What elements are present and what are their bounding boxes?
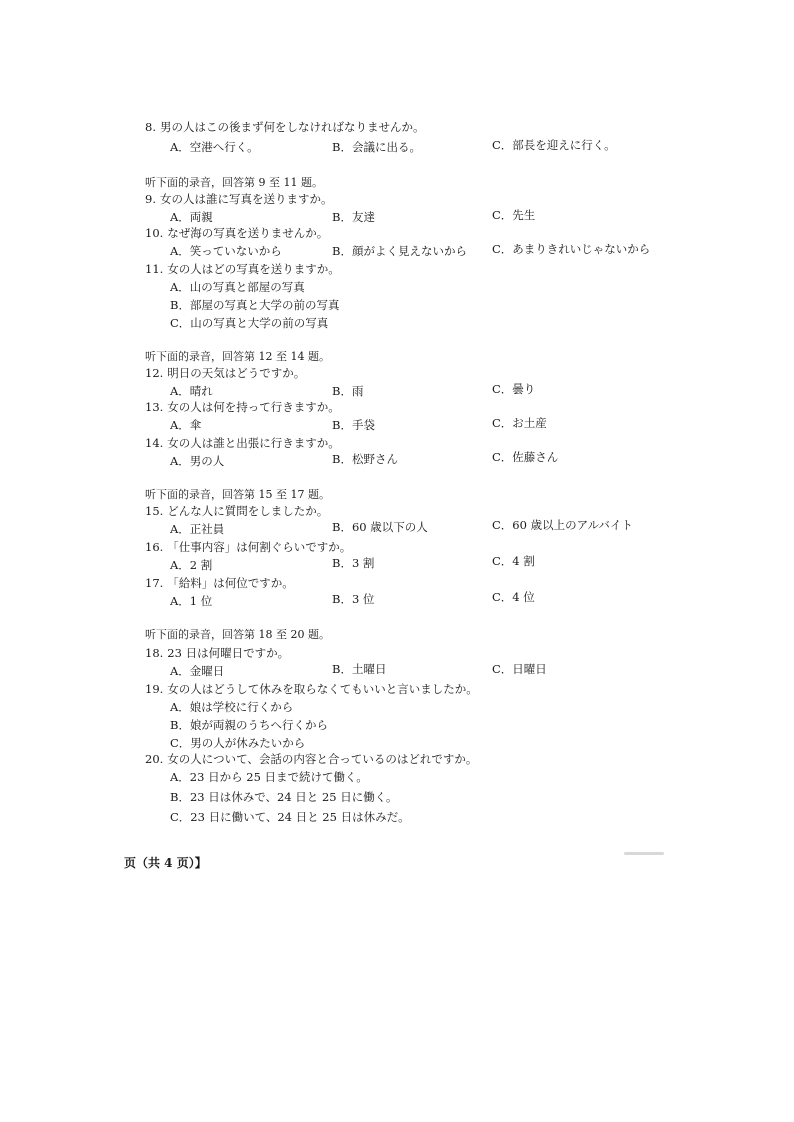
- question-13: [145, 400, 340, 414]
- question-16: [145, 540, 351, 554]
- question-text: どんな人に質問をしましたか。: [167, 504, 329, 518]
- option-c: C．先生: [492, 208, 536, 222]
- question-number: 11.: [145, 262, 164, 276]
- question-20: [145, 752, 477, 766]
- question-15: [145, 504, 328, 518]
- option-a: A．金曜日: [170, 664, 225, 678]
- question-10: [145, 226, 328, 240]
- option-c: C．23 日に働いて、24 日と 25 日は休みだ。: [170, 810, 410, 824]
- question-text: 女の人はどの写真を送りますか。: [167, 262, 340, 276]
- option-a: A．晴れ: [170, 384, 213, 398]
- option-b: B．顔がよく見えないから: [332, 244, 467, 258]
- question-text: 「仕事内容」は何割ぐらいですか。: [167, 540, 352, 554]
- section-heading: 听下面的录音，回答第 12 至 14 题。: [145, 350, 330, 363]
- question-number: 8.: [145, 120, 156, 134]
- section-heading: 听下面的录音，回答第 18 至 20 题。: [145, 628, 330, 641]
- question-12: [145, 366, 305, 380]
- option-b: B．土曜日: [332, 662, 387, 676]
- option-a: A．空港へ行く。: [170, 140, 259, 154]
- option-b: B．部屋の写真と大学の前の写真: [170, 298, 340, 312]
- question-8: [145, 120, 424, 134]
- question-number: 9.: [145, 192, 156, 206]
- question-18: [145, 646, 289, 660]
- question-number: 18.: [145, 646, 164, 660]
- option-b: B．23 日は休みで、24 日と 25 日に働く。: [170, 790, 398, 804]
- option-a: A．両親: [170, 210, 213, 224]
- option-a: A．正社員: [170, 522, 225, 536]
- option-c: C．日曜日: [492, 662, 547, 676]
- question-19: [145, 682, 478, 696]
- option-c: C．60 歳以上のアルバイト: [492, 518, 633, 532]
- option-c: C．男の人が休みたいから: [170, 736, 306, 750]
- option-a: A．2 割: [170, 558, 213, 572]
- option-a: A．1 位: [170, 594, 213, 608]
- section-heading: 听下面的录音，回答第 15 至 17 题。: [145, 488, 330, 501]
- question-number: 14.: [145, 436, 164, 450]
- option-a: A．23 日から 25 日まで続けて働く。: [170, 770, 368, 784]
- question-14: [145, 436, 340, 450]
- question-11: [145, 262, 340, 276]
- question-number: 20.: [145, 752, 164, 766]
- option-a: A．傘: [170, 418, 202, 432]
- option-a: A．山の写真と部屋の写真: [170, 280, 305, 294]
- question-text: 女の人は誰に写真を送りますか。: [159, 192, 333, 206]
- question-text: なぜ海の写真を送りませんか。: [167, 226, 329, 240]
- option-b: B．雨: [332, 384, 364, 398]
- option-b: B．60 歳以下の人: [332, 520, 428, 534]
- option-c: C．曇り: [492, 382, 536, 396]
- option-b: B．3 割: [332, 556, 375, 570]
- question-number: 16.: [145, 540, 164, 554]
- question-text: 女の人は誰と出張に行きますか。: [167, 436, 340, 450]
- option-c: C．4 位: [492, 590, 535, 604]
- option-b: B．松野さん: [332, 452, 398, 466]
- option-b: B．娘が両親のうちへ行くから: [170, 718, 328, 732]
- question-number: 17.: [145, 576, 164, 590]
- option-b: B．手袋: [332, 418, 375, 432]
- option-c: C．山の写真と大学の前の写真: [170, 316, 329, 330]
- option-a: A．男の人: [170, 454, 225, 468]
- question-number: 15.: [145, 504, 164, 518]
- question-17: [145, 576, 294, 590]
- section-heading: 听下面的录音，回答第 9 至 11 题。: [145, 176, 323, 189]
- option-a: A．笑っていないから: [170, 244, 282, 258]
- option-c: C．佐藤さん: [492, 450, 559, 464]
- question-text: 明日の天気はどうですか。: [167, 366, 306, 380]
- option-c: C．あまりきれいじゃないから: [492, 242, 651, 256]
- question-number: 19.: [145, 682, 164, 696]
- option-b: B．3 位: [332, 592, 375, 606]
- page-footer: 页（共 4 页）】: [124, 856, 207, 870]
- option-b: B．会議に出る。: [332, 140, 421, 154]
- question-text: 女の人について、会話の内容と合っているのはどれですか。: [167, 752, 478, 766]
- question-9: [145, 192, 332, 206]
- question-text: 男の人はこの後まず何をしなければなりませんか。: [159, 120, 425, 134]
- option-b: B．友達: [332, 210, 375, 224]
- question-text: 女の人はどうして休みを取らなくてもいいと言いましたか。: [167, 682, 478, 696]
- question-number: 13.: [145, 400, 164, 414]
- scan-mark: [624, 852, 664, 855]
- question-text: 「給料」は何位ですか。: [167, 576, 294, 590]
- option-c: C．部長を迎えに行く。: [492, 138, 616, 152]
- question-number: 12.: [145, 366, 164, 380]
- question-number: 10.: [145, 226, 164, 240]
- question-text: 女の人は何を持って行きますか。: [167, 400, 340, 414]
- question-text: 23 日は何曜日ですか。: [167, 646, 290, 660]
- option-a: A．娘は学校に行くから: [170, 700, 294, 714]
- option-c: C．お土産: [492, 416, 547, 430]
- option-c: C．4 割: [492, 554, 535, 568]
